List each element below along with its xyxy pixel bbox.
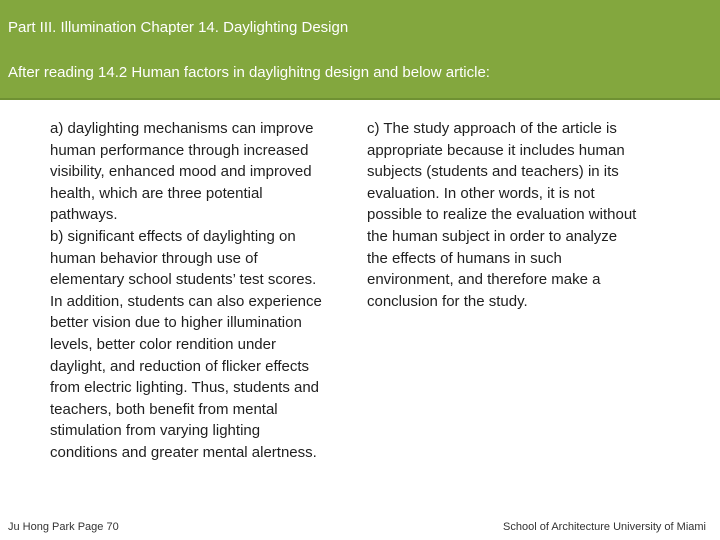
footer-institution: School of Architecture University of Miami bbox=[503, 521, 706, 533]
slide-subtitle: After reading 14.2 Human factors in daylighitng design and below article: bbox=[8, 64, 490, 81]
slide-header bbox=[0, 0, 720, 100]
right-column-text: c) The study approach of the article is appropriate because it includes human subjects (students and teachers) in its evaluation. In other words, it is not possible to realize the evaluation without the human subject in order to analyze the effects of humans in such environment, and therefore make a conclusion for the study. bbox=[367, 120, 637, 310]
footer-author-page: Ju Hong Park Page 70 bbox=[8, 521, 119, 533]
slide-title: Part III. Illumination Chapter 14. Daylighting Design bbox=[8, 19, 349, 36]
left-column-text: a) daylighting mechanisms can improve human performance through increased visibility, enhanced mood and improved health, which are three potential pathways. b) significant effects of daylighting on human behavior through use of elementary school students’ test scores. In addition, students can also experience better vision due to higher illumination levels, better color rendition under daylight, and reduction of flicker effects from electric lighting. Thus, students and teachers, both benefit from mental stimulation from varying lighting conditions and greater mental alertness. bbox=[50, 120, 322, 461]
